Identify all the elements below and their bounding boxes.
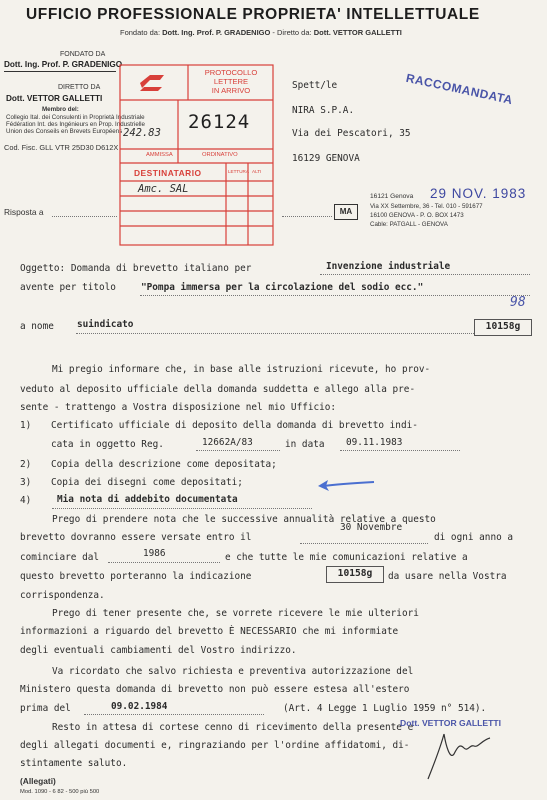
nome-label: a nome — [20, 321, 54, 332]
p2-code-box: 10158g — [326, 566, 384, 583]
p1-line-2: veduto al deposito ufficiale della domanda suddetta e allego alla pre- — [20, 384, 416, 395]
risposta-line-right — [282, 216, 332, 217]
p5-line-2: degli allegati documenti e, ringraziando per l'ordine affidatomi, di- — [20, 740, 410, 751]
stamp-recipient-handwritten: Amc. SAL — [138, 183, 189, 195]
p3-line-2: informazioni a riguardo del brevetto È NECESSARIO che mi informiate — [20, 626, 399, 637]
ref-code-box: 10158g — [474, 319, 532, 336]
hand-note: 98 — [510, 295, 526, 310]
titolo-value: "Pompa immersa per la circolazione del sodio ecc." — [141, 282, 424, 293]
date-stamp: 29 NOV. 1983 — [430, 186, 527, 201]
stamp-logo-icon — [140, 75, 164, 91]
item-1-reg-label: cata in oggetto Reg. — [51, 439, 164, 450]
p4-date-dotline — [84, 714, 264, 715]
item-1-date-value: 09.11.1983 — [346, 437, 403, 448]
item-2-number: 2) — [20, 459, 32, 470]
item-4-number: 4) — [20, 495, 32, 506]
item-1-number: 1) — [20, 420, 32, 431]
member-label: Membro del: — [42, 106, 79, 113]
oggetto-line — [20, 263, 251, 274]
p2-deadline: 30 Novembre — [340, 522, 403, 533]
p3-line-1: Prego di tener presente che, se vorrete ricevere le mie ulteriori — [52, 608, 419, 619]
member-line-2: Fédération Int. des Ingénieurs en Prop. Industrielle — [6, 121, 145, 128]
stamp-col-acts: ALTI — [252, 169, 262, 174]
member-line-1: Collegio Ital. dei Consulenti in Proprietà Industriale — [6, 114, 145, 121]
office-city-line: 16121 Genova — [370, 193, 414, 200]
item-1-reg-dotline — [196, 450, 280, 451]
item-1-reg-value: 12662A/83 — [202, 437, 253, 448]
titolo-dotline — [140, 295, 530, 296]
fiscal-code: Cod. Fisc. GLL VTR 25D30 D612X — [4, 143, 119, 152]
subtitle-founder: Dott. Ing. Prof. P. GRADENIGO — [162, 28, 271, 37]
p2-line-4-b: da usare nella Vostra — [388, 571, 507, 582]
letterhead-subtitle — [120, 28, 402, 37]
p4-date: 09.02.1984 — [111, 701, 168, 712]
nome-value: suindicato — [77, 319, 134, 330]
handwritten-signature — [420, 724, 500, 784]
stamp-recipient-label: DESTINATARIO — [134, 168, 202, 178]
item-4-dotline — [52, 508, 312, 509]
titolo-label: avente per titolo — [20, 282, 116, 293]
p4-line-1: Va ricordato che salvo richiesta e preventiva autorizzazione del — [52, 666, 414, 677]
stamp-ref-handwritten: 242.83 — [123, 127, 161, 139]
p2-year-dotline — [108, 562, 220, 563]
subtitle-director: Dott. VETTOR GALLETTI — [313, 28, 402, 37]
item-3-number: 3) — [20, 477, 32, 488]
p4-line-3-a: prima del — [20, 703, 71, 714]
p3-line-3: degli eventuali cambiamenti del Vostro indirizzo. — [20, 645, 297, 656]
letterhead-title: UFFICIO PROFESSIONALE PROPRIETA' INTELLETTUALE — [26, 6, 480, 23]
p2-line-2-a: brevetto dovranno essere versate entro il — [20, 532, 252, 543]
item-1-line-1: Certificato ufficiale di deposito della domanda di brevetto indi- — [51, 420, 418, 431]
office-line-2: Via XX Settembre, 36 - Tel. 010 - 591677 — [370, 203, 483, 210]
item-4-text: Mia nota di addebito documentata — [57, 494, 238, 505]
recipient-city: 16129 GENOVA — [292, 153, 360, 164]
recipient-street: Via dei Pescatori, 35 — [292, 128, 411, 139]
founded-label: FONDATO DA — [60, 51, 106, 58]
protocol-title-line-3: IN ARRIVO — [211, 86, 251, 95]
subtitle-prefix: Fondato da: — [120, 28, 161, 37]
p5-line-1: Resto in attesa di cortese cenno di ricevimento della presente e — [52, 722, 414, 733]
arrow-icon — [316, 477, 376, 493]
item-3-text: Copia dei disegni come depositati; — [51, 477, 243, 488]
protocol-stamp — [118, 63, 275, 247]
item-2-text: Copia della descrizione come depositata; — [51, 459, 277, 470]
stamp-col-reading: LETTURA — [228, 169, 249, 174]
stamp-order-label: ORDINATIVO — [202, 152, 238, 158]
item-1-date-dotline — [340, 450, 460, 451]
p2-line-5: corrispondenza. — [20, 590, 105, 601]
p4-line-3-b: (Art. 4 Legge 1 Luglio 1959 n° 514). — [283, 703, 487, 714]
p1-line-1: Mi pregio informare che, in base alle istruzioni ricevute, ho prov- — [52, 364, 431, 375]
item-1-date-label: in data — [285, 439, 325, 450]
p2-line-1: Prego di prendere nota che le successive annualità relative a questo — [52, 514, 436, 525]
member-line-3: Union des Conseils en Brevets Européens — [6, 128, 123, 135]
office-line-4: Cable: PATGALL - GENOVA — [370, 221, 448, 228]
founder-name: Dott. Ing. Prof. P. GRADENIGO — [4, 60, 123, 69]
recipient-salutation: Spett/le — [292, 80, 338, 91]
protocol-title-line-2: LETTERE — [213, 77, 249, 86]
stamp-protocol-number: 26124 — [188, 111, 251, 133]
p2-deadline-dotline — [300, 543, 428, 544]
recipient-name: NIRA S.P.A. — [292, 105, 355, 116]
directed-label: DIRETTO DA — [58, 84, 101, 91]
nome-dotline — [76, 333, 474, 334]
founder-underline — [4, 71, 116, 72]
raccomandata-stamp: RACCOMANDATA — [404, 70, 515, 108]
risposta-line — [52, 216, 117, 217]
oggetto-label: Oggetto: — [20, 263, 66, 274]
director-name: Dott. VETTOR GALLETTI — [6, 94, 103, 103]
p5-line-3: stintamente saluto. — [20, 758, 128, 769]
p2-line-4-a: questo brevetto porteranno la indicazione — [20, 571, 252, 582]
footer-model: Mod. 1090 - 6 82 - 500 più 500 — [20, 789, 100, 795]
oggetto-value: Invenzione industriale — [326, 261, 451, 272]
office-line-3: 16100 GENOVA - P. O. BOX 1473 — [370, 212, 464, 219]
p1-line-3: sente - trattengo a Vostra disposizione nel mio Ufficio: — [20, 402, 337, 413]
p4-line-2: Ministero questa domanda di brevetto non può essere estesa all'estero — [20, 684, 410, 695]
protocol-title-line-1: PROTOCOLLO — [204, 68, 258, 77]
oggetto-text: Domanda di brevetto italiano per — [70, 263, 252, 274]
allegati-label: (Allegati) — [20, 776, 56, 786]
signature-name: Dott. VETTOR GALLETTI — [400, 718, 502, 728]
p2-line-2-b: di ogni anno a — [434, 532, 514, 543]
oggetto-dotline — [320, 274, 530, 275]
office-logo: MA — [334, 204, 358, 220]
subtitle-mid: - Diretto da: — [272, 28, 312, 37]
p2-line-3-b: e che tutte le mie comunicazioni relative a — [225, 552, 468, 563]
stamp-admission-label: AMMISSA — [146, 152, 173, 158]
protocol-title — [198, 68, 264, 95]
risposta-label: Risposta a — [4, 207, 44, 217]
p2-year: 1986 — [143, 548, 166, 559]
p2-line-3-a: cominciare dal — [20, 552, 100, 563]
